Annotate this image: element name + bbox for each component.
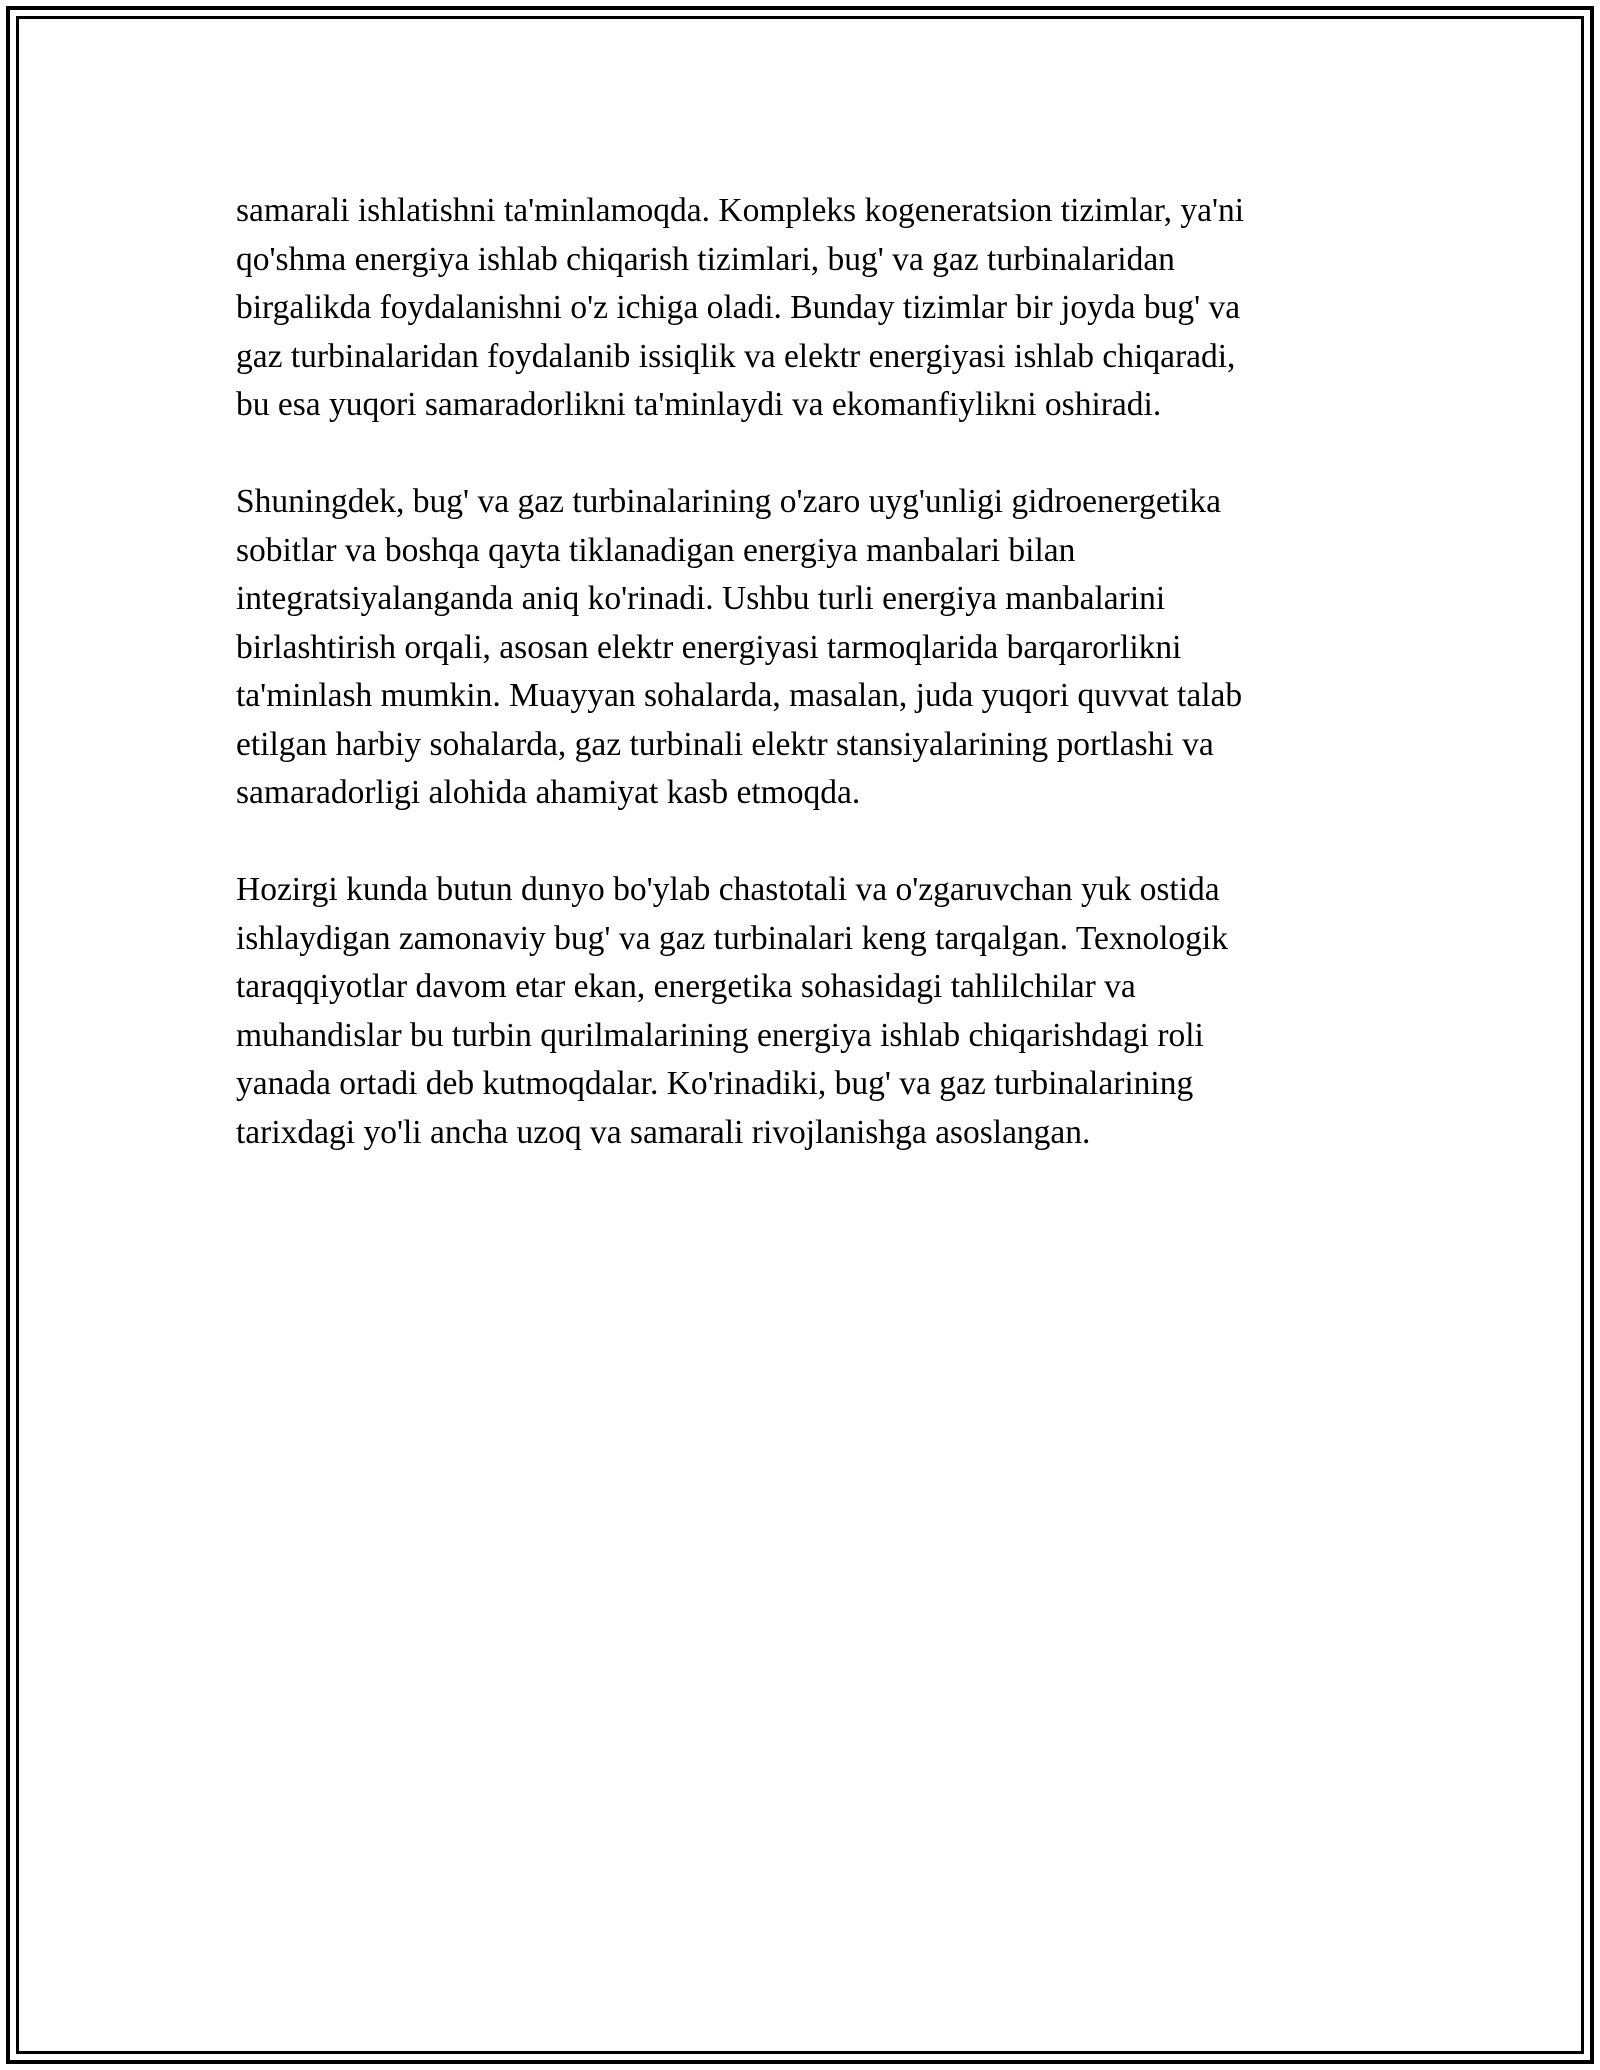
paragraph-line: birgalikda foydalanishni o'z ichiga oladi. Bunday tizimlar bir joyda bug' va (236, 289, 1241, 326)
paragraph-line: yanada ortadi deb kutmoqdalar. Ko'rinadiki, bug' va gaz turbinalarining (236, 1065, 1194, 1102)
paragraph-2 (236, 478, 1386, 818)
paragraph-line: integratsiyalanganda aniq ko'rinadi. Ushbu turli energiya manbalarini (236, 580, 1166, 617)
paragraph-line: sobitlar va boshqa qayta tiklanadigan energiya manbalari bilan (236, 531, 1076, 569)
paragraph-line: ta'minlash mumkin. Muayyan sohalarda, masalan, juda yuqori quvvat talab (236, 677, 1243, 714)
paragraph-1 (236, 187, 1386, 430)
paragraph-line: muhandislar bu turbin qurilmalarining energiya ishlab chiqarishdagi roli (236, 1016, 1204, 1054)
paragraph-line: etilgan harbiy sohalarda, gaz turbinali elektr stansiyalarining portlashi va (236, 725, 1214, 763)
paragraph-line: bu esa yuqori samaradorlikni ta'minlaydi va ekomanfiylikni oshiradi. (236, 386, 1162, 423)
paragraph-line: gaz turbinalaridan foydalanib issiqlik va elektr energiyasi ishlab chiqaradi, (236, 337, 1236, 375)
paragraph-line: samaradorligi alohida ahamiyat kasb etmoqda. (236, 774, 861, 811)
paragraph-3 (236, 866, 1386, 1157)
paragraph-line: tarixdagi yo'li ancha uzoq va samarali rivojlanishga asoslangan. (236, 1113, 1091, 1151)
document-body (236, 187, 1386, 1157)
paragraph-line: qo'shma energiya ishlab chiqarish tizimlari, bug' va gaz turbinalaridan (236, 240, 1175, 278)
paragraph-line: ishlaydigan zamonaviy bug' va gaz turbinalari keng tarqalgan. Texnologik (236, 919, 1228, 957)
paragraph-line: birlashtirish orqali, asosan elektr energiyasi tarmoqlarida barqarorlikni (236, 628, 1182, 666)
paragraph-line: Hozirgi kunda butun dunyo bo'ylab chastotali va o'zgaruvchan yuk ostida (236, 871, 1220, 908)
paragraph-line: Shuningdek, bug' va gaz turbinalarining o'zaro uyg'unligi gidroenergetika (236, 483, 1222, 520)
paragraph-line: samarali ishlatishni ta'minlamoqda. Kompleks kogeneratsion tizimlar, ya'ni (236, 192, 1245, 229)
paragraph-line: taraqqiyotlar davom etar ekan, energetika sohasidagi tahlilchilar va (236, 968, 1136, 1005)
